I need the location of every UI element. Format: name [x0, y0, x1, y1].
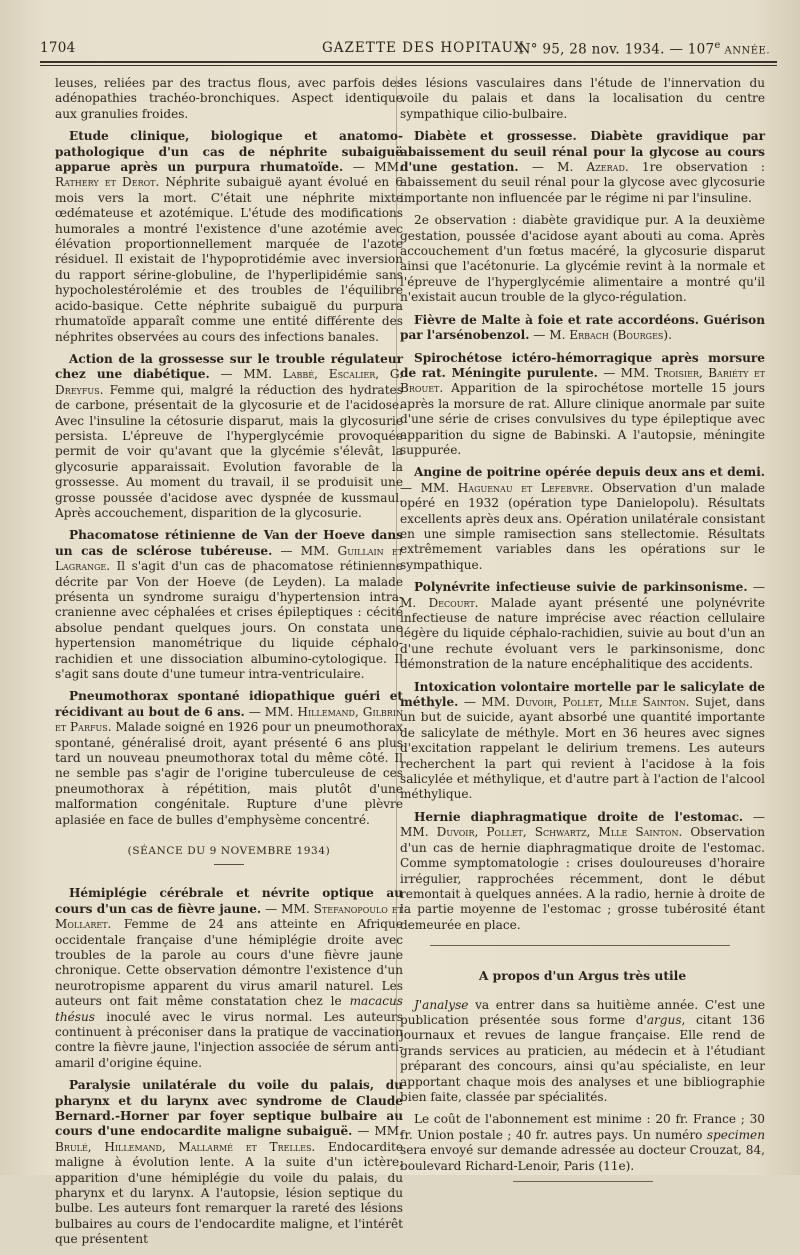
article-title: Etude clinique, biologique et anatomo-pathologique d'un cas de néphrite subaiguë apparue après un purpura rhumatoïde. [55, 129, 403, 175]
paragraph: leuses, reliées par des tractus flous, avec parfois des adénopathies trachéo-bronchiques. Aspect identique aux granulies froides. [55, 76, 403, 121]
article-title: Spirochétose ictéro-hémorragique après morsure de rat. Méningite purulente. [400, 350, 765, 380]
paragraph: J'analyse va entrer dans sa huitième année. C'est une publication présentée sous forme d'argus, citant 136 journaux et revues de langue française. Elle rend de grands services au praticien, au médecin et à l'étudiant préparant des concours, ainsi qu'au spécialiste, en leur apportant chaque mois des analyses et une bibliographie bien faite, classée par spécialités. [400, 997, 765, 1104]
article-authors: Labbé, Escalier, G. Dreyfus. [55, 367, 403, 397]
closing-rule [513, 1181, 653, 1182]
section-heading: A propos d'un Argus très utile [478, 968, 687, 984]
article-title: Hémiplégie cérébrale et névrite optique au cours d'un cas de fièvre jaune. [55, 886, 403, 916]
article-authors: Rathery et Derot. [55, 175, 160, 190]
article-authors: Decourt. [428, 595, 479, 610]
session-heading: (SÉANCE DU 9 NOVEMBRE 1934) [127, 845, 331, 858]
article-abstract: Diabète et grossesse. Diabète gravidique par abaissement du seuil rénal pour la glycose au cours d'une gestation. — M. Azerad. 1re observation : abaissement du seuil rénal pour la glycose avec glycosurie importante non influencée par le régime ni par l'insuline. [400, 129, 765, 205]
article-authors: Duvoir, Pollet, Schwartz, Mlle Sainton. [436, 825, 683, 840]
paragraph: 2e observation : diabète gravidique pur. A la deuxième gestation, poussée d'acidose ayant abouti au coma. Après accouchement d'un fœtus macéré, la glycosurie disparut ainsi que l'acétonurie. La glycémie revint à la normale et l'épreuve de l'hyperglycémie alimentaire a montré qu'il n'existait aucun trouble de la glyco-régulation. [400, 213, 765, 305]
article-abstract: Hémiplégie cérébrale et névrite optique au cours d'un cas de fièvre jaune. — MM. Stefanopoulo et Mollaret. Femme de 24 ans atteinte en Afrique occidentale française d'une hémiplégie droite avec troubles de la parole au cours d'une fièvre jaune chronique. Cette observation démontre l'existence d'un neurotropisme apparent du virus amaril naturel. Les auteurs ont fait même constatation chez le macacus thésus inoculé avec le virus normal. Les auteurs continuent à préconiser dans la pratique de vaccination contre la fièvre jaune, l'injection associée de sérum anti-amaril d'origine équine. [55, 886, 403, 1070]
article-abstract: Etude clinique, biologique et anatomo-pathologique d'un cas de néphrite subaiguë apparue après un purpura rhumatoïde. — MM. Rathery et Derot. Néphrite subaiguë ayant évolué en 6 mois vers la mort. C'était une néphrite mixte œdémateuse et azotémique. L'étude des modifications humorales a montré l'existence d'une azotémie avec élévation proportionnellement marquée de l'azote résiduel. Il existait de l'hypoprotidémie avec inversion du rapport sérine-globuline, de l'hyperlipidémie sans hypocholestérolémie et des troubles de l'équilibre acido-basique. Cette néphrite subaiguë du purpura rhumatoïde apparaît comme une entité différente des néphrites observées au cours des infections banales. [55, 129, 403, 344]
article-title: Angine de poitrine opérée depuis deux ans et demi. [414, 465, 765, 480]
article-authors: Stefanopoulo et Mollaret. [55, 901, 403, 932]
article-title: Pneumothorax spontané idiopathique guéri et récidivant au bout de 6 ans. [55, 689, 403, 719]
article-title: Fièvre de Malte à foie et rate accordéons. Guérison par l'arsénobenzol. [400, 312, 765, 343]
article-abstract: Hernie diaphragmatique droite de l'estomac. — MM. Duvoir, Pollet, Schwartz, Mlle Sainton. Observation d'un cas de hernie diaphragmatique droite de l'estomac. Comme symptomatologie : crises douloureuses d'horaire irrégulier, rapprochées récemment, dont le début remontait à quelques années. A la radio, hernie à droite de la partie moyenne de l'estomac ; grosse tubérosité étant demeurée en place. [400, 809, 765, 932]
right-column [400, 76, 765, 1182]
paragraph: les lésions vasculaires dans l'étude de l'innervation du voile du palais et dans la localisation du centre sympathique cilio-bulbaire. [400, 76, 765, 121]
left-column [55, 76, 403, 1255]
article-abstract: Angine de poitrine opérée depuis deux ans et demi. — MM. Haguenau et Lefebvre. Observation d'un malade opéré en 1932 (opération type Danielopolu). Résultats excellents après deux ans. Opération unilatérale consistant en une simple ramisection sans stellectomie. Résultats extrêmement variables dans les opérations sur le sympathique. [400, 465, 765, 572]
article-title: Paralysie unilatérale du voile du palais, du pharynx et du larynx avec syndrome de Claude Bernard.-Horner par foyer septique bulbaire au cours d'une endocardite maligne subaiguë. [55, 1078, 403, 1139]
section-rule [430, 945, 730, 946]
paragraph: Le coût de l'abonnement est minime : 20 fr. France ; 30 fr. Union postale ; 40 fr. autres pays. Un numéro specimen sera envoyé sur demande adressée au docteur Crouzat, 84, boulevard Richard-Lenoir, Paris (11e). [400, 1112, 765, 1173]
article-authors: Guillain et Lagrange. [55, 543, 403, 574]
article-abstract: Paralysie unilatérale du voile du palais, du pharynx et du larynx avec syndrome de Claude Bernard.-Horner par foyer septique bulbaire au cours d'une endocardite maligne subaiguë. — MM. Brulé, Hillemand, Mallarmé et Trelles. Endocardite maligne à évolution lente. A la suite d'un ictère, apparition d'une hémiplégie du voile du palais, du pharynx et du larynx. A l'autopsie, lésion septique du bulbe. Les auteurs font remarquer la rareté des lésions bulbaires au cours de l'endocardite maligne, et l'intérêt que présentent [55, 1078, 403, 1247]
article-authors: Azerad. [586, 160, 629, 175]
article-authors: Duvoir, Pollet, Mlle Sainton. [515, 695, 690, 710]
article-authors: Hillemand, Gilbrin et Parfus. [55, 704, 403, 735]
article-authors: Troisier, Bariéty et Brouet. [400, 365, 765, 396]
header-rule-thin [40, 65, 777, 66]
article-authors: Haguenau et Lefebvre. [457, 480, 594, 495]
header-rule [40, 61, 777, 63]
article-abstract: Polynévrite infectieuse suivie de parkinsonisme. — M. Decourt. Malade ayant présenté une polynévrite infectieuse de nature imprécise avec réaction cellulaire légère du liquide céphalo-rachidien, suivie au bout d'un an d'une rechute évoluant vers le parkinsonisme, donc démonstration de la nature encéphalitique des accidents. [400, 580, 765, 672]
article-abstract: Fièvre de Malte à foie et rate accordéons. Guérison par l'arsénobenzol. — M. Erbach (Bourges). [400, 312, 765, 343]
journal-title: GAZETTE DES HOPITAUX [322, 40, 525, 56]
page-number: 1704 [40, 40, 76, 56]
article-abstract: Action de la grossesse sur le trouble régulateur chez une diabétique. — MM. Labbé, Escalier, G. Dreyfus. Femme qui, malgré la réduction des hydrates de carbone, présentait de la glycosurie et de l'acidose. Avec l'insuline la cétosurie disparut, mais la glycosurie persista. L'épreuve de l'hyperglycémie provoquée permit de voir qu'avant que la glycémie s'élevât, la glycosurie apparaissait. Evolution favorable de la grossesse. Au moment du travail, il se produisit une grosse poussée d'acidose avec dyspnée de kussmaul. Après accouchement, disparition de la glycosurie. [55, 351, 403, 520]
article-authors: Erbach (Bourges). [569, 328, 672, 343]
article-title: Diabète et grossesse. Diabète gravidique par abaissement du seuil rénal pour la glycose au cours d'une gestation. [400, 129, 765, 175]
issue-info: N° 95, 28 nov. 1934. — 107e ANNÉE. [518, 40, 770, 58]
article-title: Hernie diaphragmatique droite de l'estomac. [414, 809, 744, 824]
article-abstract: Pneumothorax spontané idiopathique guéri et récidivant au bout de 6 ans. — MM. Hillemand, Gilbrin et Parfus. Malade soigné en 1926 pour un pneumothorax spontané, généralisé droit, ayant présenté 6 ans plus tard un nouveau pneumothorax total du même côté. Il ne semble pas s'agir de l'origine tuberculeuse de ces pneumothorax à répétition, mais plutôt d'une malformation congénitale. Rupture d'une plèvre aplasiée en face de bulles d'emphysème concentré. [55, 689, 404, 827]
page-header [40, 34, 770, 60]
article-authors: Brulé, Hillemand, Mallarmé et Trelles. [55, 1139, 316, 1154]
article-title: Action de la grossesse sur le trouble régulateur chez une diabétique. [55, 351, 403, 382]
article-abstract: Intoxication volontaire mortelle par le salicylate de méthyle. — MM. Duvoir, Pollet, Mlle Sainton. Sujet, dans un but de suicide, ayant absorbé une quantité importante de salicylate de méthyle. Mort en 36 heures avec signes d'excitation rappelant le delirium tremens. Les auteurs recherchent la part qui revient à l'acidose à la fois salicylée et méthylique, et d'autre part à l'action de l'alcool méthylique. [400, 679, 765, 802]
article-title: Polynévrite infectieuse suivie de parkinsonisme. [414, 580, 748, 595]
article-abstract: Spirochétose ictéro-hémorragique après morsure de rat. Méningite purulente. — MM. Troisier, Bariéty et Brouet. Apparition de la spirochétose mortelle 15 jours après la morsure de rat. Allure clinique anormale par suite d'une série de crises convulsives du type épileptique avec apparition du signe de Babinski. A l'autopsie, méningite suppurée. [400, 350, 765, 457]
session-rule [214, 864, 244, 865]
article-abstract: Phacomatose rétinienne de Van der Hoeve dans un cas de sclérose tubéreuse. — MM. Guillain et Lagrange. Il s'agit d'un cas de phacomatose rétinienne décrite par Von der Hoeve (de Leyden). La malade présenta un syndrome suraigu d'hypertension intra-cranienne avec céphalées et crises épileptiques : cécité absolue pendant quelques jours. On constata une hypertension manométrique du liquide céphalo-rachidien et une dissociation albumino-cytologique. Il s'agit sans doute d'une tumeur intra-ventriculaire. [55, 528, 403, 682]
article-title: Phacomatose rétinienne de Van der Hoeve dans un cas de sclérose tubéreuse. [55, 528, 403, 558]
article-title: Intoxication volontaire mortelle par le salicylate de méthyle. [400, 679, 765, 710]
